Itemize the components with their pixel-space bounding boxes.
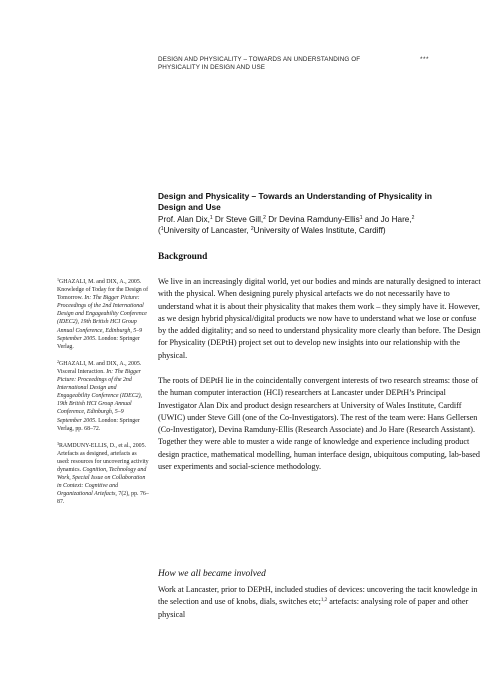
affiliation-lancaster: University of Lancaster, — [163, 226, 251, 235]
affiliation-open: ( — [158, 226, 161, 235]
author-affiliation-marker: 2 — [263, 215, 266, 221]
affiliation-marker: 1 — [160, 226, 164, 232]
body-paragraph-2: The roots of DEPtH lie in the coincidentally convergent interests of two research streams: those of the human computer interaction (HCI) researchers at Lancaster under DEPtH’s Principal Investigator Alan Dix and product design researchers at University of Wales Institute, Cardiff (UWIC) under Steve Gill (one of the Co-Investigators). The rest of the team were: Hans Gellersen (Co-Investigator), Devina Ramduny-Ellis (Research Associate) and Jo Hare (Research Assistant). Together they were able to muster a wide range of knowledge and experience including product design practice, mathematical modelling, human interface design, ubiquitous computing, lab-based user experiments and social-science methodology. — [158, 376, 480, 472]
author-affiliation-marker: 1 — [209, 215, 213, 221]
section-heading-involved: How we all became involved — [158, 569, 266, 579]
author-list — [158, 214, 478, 236]
sidenote-text: . London: Springer Verlag, pp. 68–72. — [57, 417, 140, 432]
sidenote-text: . London: Springer Verlag. — [57, 335, 140, 350]
sidenote-text: GHAZALI, M. and DIX, A., 2005. Knowledge of Today for the Design of Tomorrow. — [57, 279, 149, 302]
sidenote-number: 3 — [57, 440, 59, 446]
sidenotes-column — [57, 278, 149, 515]
body-paragraph-1: We live in an increasingly digital world, yet our bodies and minds are naturally designed to interact with the physical. When designing purely physical artefacts we do not necessarily have to understand what it is about their physicality that makes them work – they simply have it. However, as we design hybrid physical/digital products we now have to understand what we lose or confuse by the added digitality; and so need to understand physicality more clearly than before. The Design for Physicality (DEPtH) project set out to develop new insights into our relationship with the physical. — [158, 277, 481, 360]
citation-marker: 1,2 — [320, 598, 328, 604]
sidenote-italic-text: Cognition, Technology and Work, Special Issue on Collaboration in Context: Cognitive and Organizational Artefacts — [57, 466, 147, 498]
section-heading-background: Background — [158, 252, 208, 262]
author-alan-dix: Prof. Alan Dix, — [158, 215, 210, 224]
sidenote-3 — [57, 442, 149, 507]
sidenote-italic-text: In: The Bigger Picture: Proceedings of the 2nd International Design and Engageability Conference (IDEC2), 19th British HCI Group Annual Conference, Edinburgh, 5–9 September 2005 — [57, 368, 143, 424]
sidenote-2 — [57, 360, 149, 433]
sidenote-text: , 7(2), pp. 76–87. — [57, 491, 149, 506]
header-mark: *** — [420, 56, 430, 63]
author-affiliation-marker: 1 — [359, 215, 363, 221]
article-title: Design and Physicality – Towards an Understanding of Physicality in Design and Use — [158, 191, 432, 212]
author-affiliation-marker: 2 — [411, 215, 415, 221]
affiliation-marker: 2 — [250, 226, 254, 232]
author-steve-gill: Dr Steve Gill, — [212, 215, 264, 224]
paragraph-3-text: Work at Lancaster, prior to DEPtH, included studies of devices: uncovering the tacit knowledge in the selection and use of knobs, dials, switches etc; — [158, 585, 478, 607]
body-paragraph-3 — [158, 584, 483, 621]
paragraph-3-continued: artefacts: analysing role of paper and other physical — [158, 597, 469, 619]
author-jo-hare: and Jo Hare, — [362, 215, 412, 224]
sidenote-text: RAMDUNY-ELLIS, D., et al., 2005. Artefacts as designed, artefacts as used: resources for uncovering activity dynamics. — [57, 442, 149, 473]
sidenote-number: 2 — [57, 358, 59, 364]
sidenote-italic-text: In: The Bigger Picture: Proceedings of the 2nd International Design and Engageability Conference (IDEC2), 19th British HCI Group Annual Conference, Edinburgh, 5–9 September 2005 — [57, 295, 147, 342]
sidenote-1 — [57, 278, 149, 351]
sidenote-text: GHAZALI, M. and DIX, A., 2005. Visceral Interaction. — [57, 360, 142, 375]
sidenote-number: 1 — [57, 277, 59, 282]
running-header: DESIGN AND PHYSICALITY – TOWARDS AN UNDERSTANDING OF PHYSICALITY IN DESIGN AND USE — [158, 56, 361, 71]
affiliation-uwic: University of Wales Institute, Cardiff) — [253, 226, 386, 235]
author-devina-ramduny-ellis: Dr Devina Ramduny-Ellis — [265, 215, 360, 224]
